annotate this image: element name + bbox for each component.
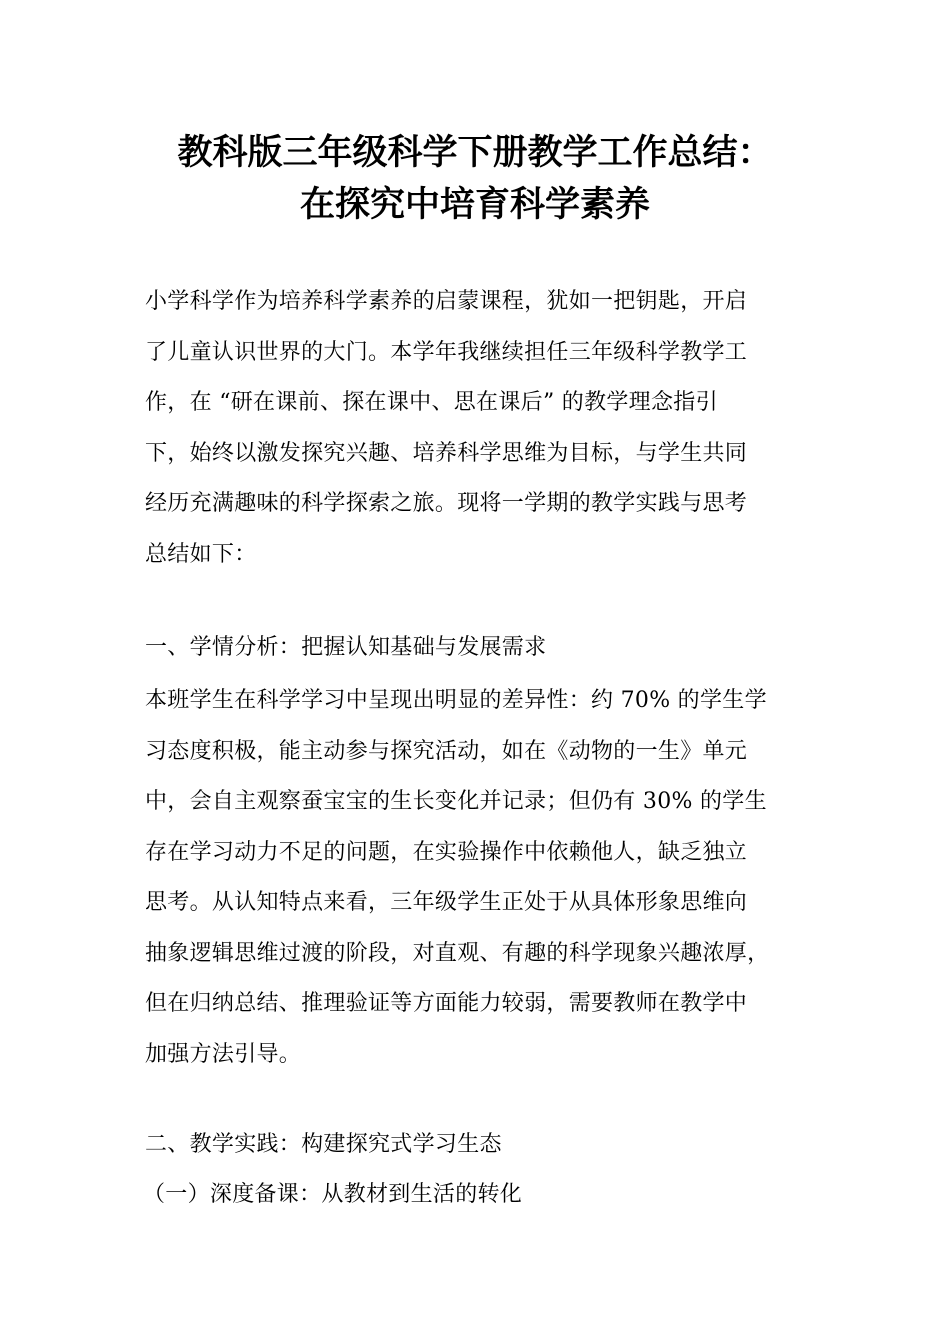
analysis-line: 思考。从认知特点来看，三年级学生正处于从具体形象思维向 xyxy=(145,890,748,915)
subsection-heading-lesson-prep: （一）深度备课：从教材到生活的转化 xyxy=(143,1182,523,1207)
analysis-line: 加强方法引导。 xyxy=(145,1041,302,1067)
intro-line: 了儿童认识世界的大门。本学年我继续担任三年级科学教学工 xyxy=(145,339,748,365)
section-heading-learning-analysis: 一、学情分析：把握认知基础与发展需求 xyxy=(145,635,547,660)
analysis-line: 本班学生在科学学习中呈现出明显的差异性：约 70% 的学生学 xyxy=(145,688,767,713)
intro-line: 经历充满趣味的科学探索之旅。现将一学期的教学实践与思考 xyxy=(145,491,748,516)
analysis-line: 存在学习动力不足的问题，在实验操作中依赖他人，缺乏独立 xyxy=(145,839,748,865)
intro-line: 总结如下： xyxy=(145,541,257,567)
learning-analysis-paragraph xyxy=(145,676,815,1080)
analysis-line: 习态度积极，能主动参与探究活动，如在《动物的一生》单元 xyxy=(145,738,748,764)
section-heading-teaching-practice: 二、教学实践：构建探究式学习生态 xyxy=(145,1132,502,1157)
analysis-line: 中，会自主观察蚕宝宝的生长变化并记录；但仍有 30% 的学生 xyxy=(145,789,767,814)
intro-line: 作，在 “研在课前、探在课中、思在课后” 的教学理念指引 xyxy=(145,390,718,415)
intro-line: 小学科学作为培养科学素养的启蒙课程，犹如一把钥匙，开启 xyxy=(145,289,748,314)
analysis-line: 抽象逻辑思维过渡的阶段，对直观、有趣的科学现象兴趣浓厚， xyxy=(145,940,770,966)
document-title-line-2: 在探究中培育科学素养 xyxy=(299,185,650,225)
intro-line: 下，始终以激发探究兴趣、培养科学思维为目标，与学生共同 xyxy=(145,440,748,466)
analysis-line: 但在归纳总结、推理验证等方面能力较弱，需要教师在教学中 xyxy=(145,991,748,1016)
document-title-line-1: 教科版三年级科学下册教学工作总结： xyxy=(177,133,773,173)
intro-paragraph xyxy=(145,277,815,580)
